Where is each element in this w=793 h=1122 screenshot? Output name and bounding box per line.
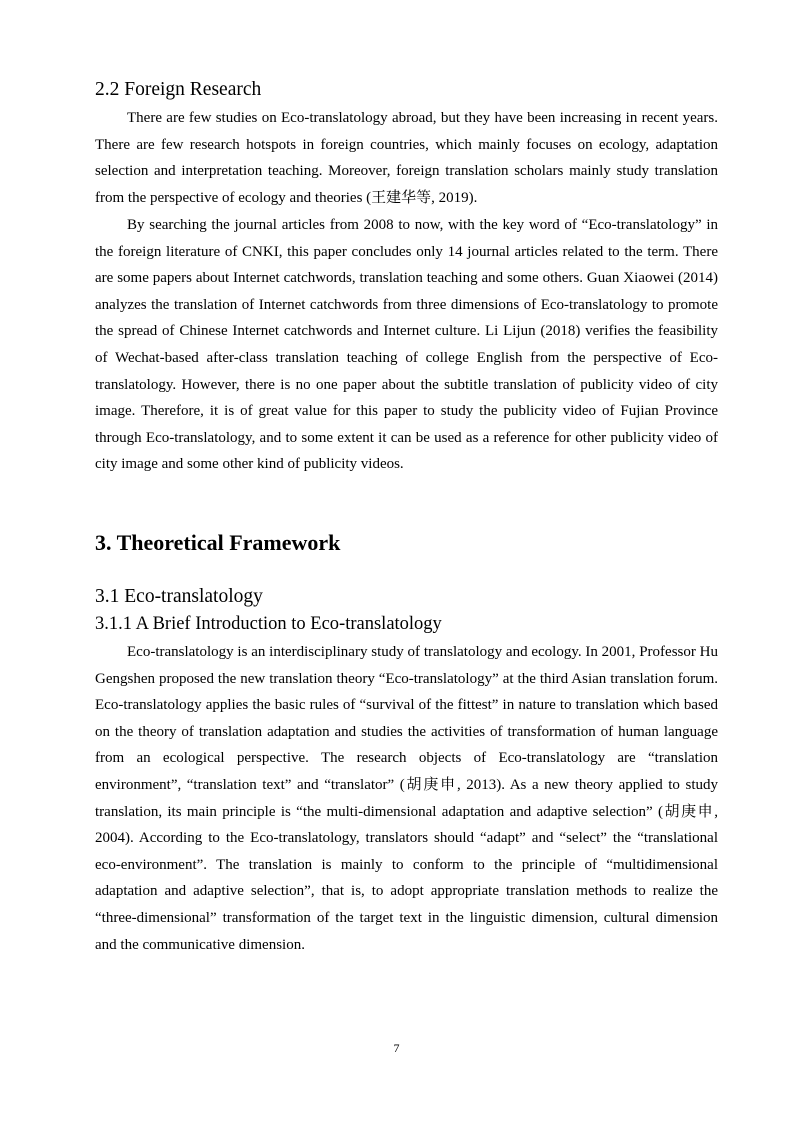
page-number: 7 [393, 1041, 400, 1055]
section-3-1-1-heading: 3.1.1 A Brief Introduction to Eco-translatology [95, 614, 442, 634]
section-3-1-1-paragraph-1: Eco-translatology is an interdisciplinary study of translatology and ecology. In 2001, Professor Hu Gengshen proposed the new translation theory “Eco-translatology” at the third Asian translation forum. Eco-translatology applies the basic rules of “survival of the fittest” in nature to translation which based on the theory of translation adaptation and studies the activities of transformation of human language from an ecological perspective. The research objects of Eco-translatology are “translation environment”, “translation text” and “translator” (胡庚申, 2013). As a new theory applied to study translation, its main principle is “the multi-dimensional adaptation and adaptive selection” (胡庚申, 2004). According to the Eco-translatology, translators should “adapt” and “select” the “translational eco-environment”. The translation is mainly to conform to the principle of “multidimensional adaptation and adaptive selection”, that is, to adopt appropriate translation methods to realize the “three-dimensional” transformation of the target text in the linguistic dimension, cultural dimension and the communicative dimension. [95, 644, 718, 953]
section-2-2-heading: 2.2 Foreign Research [95, 79, 262, 100]
section-3-heading: 3. Theoretical Framework [95, 530, 341, 555]
section-2-2-paragraph-1: There are few studies on Eco-translatology abroad, but they have been increasing in recent years. There are few research hotspots in foreign countries, which mainly focuses on ecology, adaptation selection and interpretation teaching. Moreover, foreign translation scholars mainly study translation from the perspective of ecology and theories (王建华等, 2019). [95, 110, 718, 206]
section-3-1-heading: 3.1 Eco-translatology [95, 586, 263, 607]
section-2-2-paragraph-2: By searching the journal articles from 2008 to now, with the key word of “Eco-translatology” in the foreign literature of CNKI, this paper concludes only 14 journal articles related to the term. There are some papers about Internet catchwords, translation teaching and some others. Guan Xiaowei (2014) analyzes the translation of Internet catchwords from three dimensions of Eco-translatology to promote the spread of Chinese Internet catchwords and Internet culture. Li Lijun (2018) verifies the feasibility of Wechat-based after-class translation teaching of college English from the perspective of Eco-translatology. However, there is no one paper about the subtitle translation of publicity video of city image. Therefore, it is of great value for this paper to study the publicity video of Fujian Province through Eco-translatology, and to some extent it can be used as a reference for other publicity video of city image and some other kind of publicity videos. [95, 217, 718, 473]
